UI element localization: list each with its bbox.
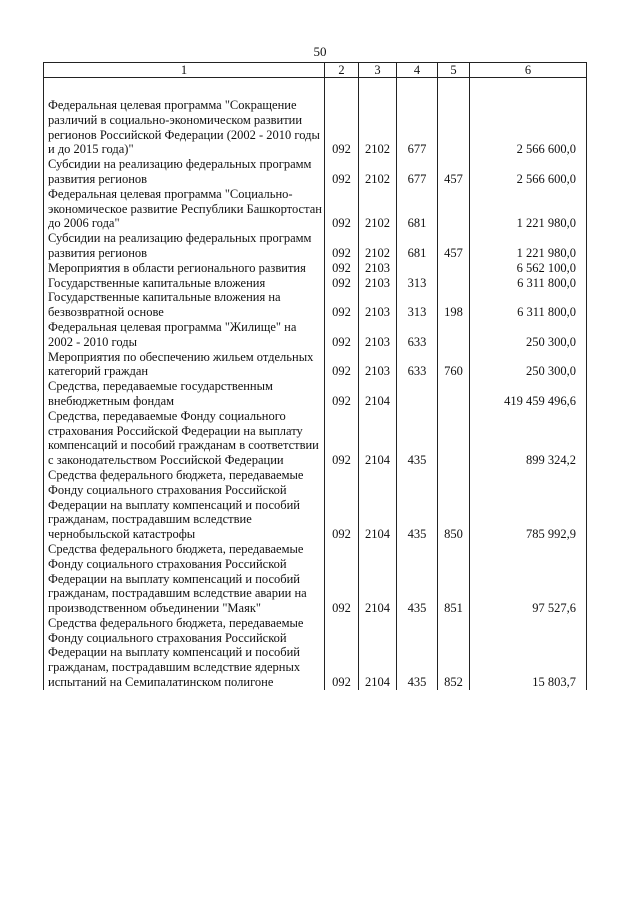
- row-name: Средства федерального бюджета, передаваемые Фонду социального страхования Российской Федерации на выплату компенсаций и пособий гражданам, пострадавшим вследствие ядерных испытаний на Семипалатинском полигоне: [44, 616, 325, 690]
- row-code-5: [438, 409, 470, 468]
- row-code-5: 850: [438, 468, 470, 542]
- table-row: [44, 616, 587, 690]
- row-code-3: 2104: [359, 468, 397, 542]
- col-header-5: 5: [438, 63, 470, 78]
- table-row: [44, 468, 587, 542]
- row-code-2: 092: [325, 320, 359, 350]
- row-amount: 1 221 980,0: [470, 231, 587, 261]
- row-code-2: 092: [325, 157, 359, 187]
- row-code-2: 092: [325, 542, 359, 616]
- table-row: [44, 157, 587, 187]
- row-code-2: 092: [325, 276, 359, 291]
- row-code-5: [438, 276, 470, 291]
- row-name: Субсидии на реализацию федеральных программ развития регионов: [44, 157, 325, 187]
- row-name: Федеральная целевая программа "Социально-экономическое развитие Республики Башкортостан до 2006 года": [44, 187, 325, 231]
- row-code-5: [438, 379, 470, 409]
- row-code-5: [438, 187, 470, 231]
- row-code-2: 092: [325, 379, 359, 409]
- row-code-2: 092: [325, 350, 359, 380]
- row-name: Мероприятия в области регионального развития: [44, 261, 325, 276]
- row-amount: 2 566 600,0: [470, 157, 587, 187]
- row-code-2: 092: [325, 290, 359, 320]
- row-amount: 6 562 100,0: [470, 261, 587, 276]
- row-code-3: 2103: [359, 276, 397, 291]
- row-code-2: 092: [325, 468, 359, 542]
- row-amount: 15 803,7: [470, 616, 587, 690]
- table-row: [44, 261, 587, 276]
- row-code-3: 2104: [359, 542, 397, 616]
- row-code-3: 2103: [359, 261, 397, 276]
- table-row: [44, 276, 587, 291]
- row-code-5: 457: [438, 231, 470, 261]
- row-code-4: 313: [397, 290, 438, 320]
- row-code-5: [438, 320, 470, 350]
- row-code-2: 092: [325, 409, 359, 468]
- row-name: Средства, передаваемые Фонду социального страхования Российской Федерации на выплату компенсаций и пособий гражданам в соответствии с законодательством Российской Федерации: [44, 409, 325, 468]
- row-amount: 1 221 980,0: [470, 187, 587, 231]
- row-code-2: 092: [325, 98, 359, 157]
- row-code-4: 633: [397, 320, 438, 350]
- table-row: [44, 379, 587, 409]
- row-code-3: 2104: [359, 409, 397, 468]
- row-code-4: 633: [397, 350, 438, 380]
- table-row: [44, 187, 587, 231]
- row-amount: 2 566 600,0: [470, 98, 587, 157]
- row-code-5: 457: [438, 157, 470, 187]
- row-code-3: 2103: [359, 290, 397, 320]
- row-code-4: 677: [397, 98, 438, 157]
- row-code-4: 677: [397, 157, 438, 187]
- row-code-4: 313: [397, 276, 438, 291]
- row-code-4: [397, 379, 438, 409]
- row-code-5: [438, 98, 470, 157]
- row-code-3: 2104: [359, 616, 397, 690]
- row-amount: 785 992,9: [470, 468, 587, 542]
- table-row: [44, 320, 587, 350]
- table-row: [44, 542, 587, 616]
- col-header-6: 6: [470, 63, 587, 78]
- row-name: Государственные капитальные вложения: [44, 276, 325, 291]
- row-code-3: 2102: [359, 98, 397, 157]
- row-code-2: 092: [325, 231, 359, 261]
- row-code-4: 435: [397, 616, 438, 690]
- row-amount: 6 311 800,0: [470, 276, 587, 291]
- budget-table: [43, 62, 587, 690]
- row-amount: 97 527,6: [470, 542, 587, 616]
- row-code-3: 2102: [359, 187, 397, 231]
- table-row: [44, 231, 587, 261]
- col-header-3: 3: [359, 63, 397, 78]
- row-code-5: 760: [438, 350, 470, 380]
- row-name: Средства федерального бюджета, передаваемые Фонду социального страхования Российской Федерации на выплату компенсаций и пособий гражданам, пострадавшим вследствие аварии на производственном объединении "Маяк": [44, 542, 325, 616]
- row-code-5: 198: [438, 290, 470, 320]
- table-row: [44, 350, 587, 380]
- row-code-5: [438, 261, 470, 276]
- spacer-row: [44, 78, 587, 99]
- row-code-3: 2104: [359, 379, 397, 409]
- row-amount: 899 324,2: [470, 409, 587, 468]
- row-code-4: 435: [397, 409, 438, 468]
- table-row: [44, 98, 587, 157]
- row-code-2: 092: [325, 616, 359, 690]
- row-code-3: 2103: [359, 350, 397, 380]
- row-name: Субсидии на реализацию федеральных программ развития регионов: [44, 231, 325, 261]
- row-name: Мероприятия по обеспечению жильем отдельных категорий граждан: [44, 350, 325, 380]
- row-code-4: [397, 261, 438, 276]
- header-row: [44, 63, 587, 78]
- row-amount: 419 459 496,6: [470, 379, 587, 409]
- row-code-2: 092: [325, 187, 359, 231]
- row-name: Средства, передаваемые государственным внебюджетным фондам: [44, 379, 325, 409]
- row-code-3: 2102: [359, 231, 397, 261]
- row-code-3: 2102: [359, 157, 397, 187]
- row-code-4: 435: [397, 468, 438, 542]
- row-amount: 250 300,0: [470, 320, 587, 350]
- row-name: Государственные капитальные вложения на безвозвратной основе: [44, 290, 325, 320]
- row-code-2: 092: [325, 261, 359, 276]
- row-code-5: 852: [438, 616, 470, 690]
- col-header-2: 2: [325, 63, 359, 78]
- row-code-4: 681: [397, 231, 438, 261]
- col-header-4: 4: [397, 63, 438, 78]
- row-amount: 6 311 800,0: [470, 290, 587, 320]
- col-header-1: 1: [44, 63, 325, 78]
- page-number: 50: [313, 44, 327, 59]
- row-code-4: 681: [397, 187, 438, 231]
- table-row: [44, 290, 587, 320]
- row-code-5: 851: [438, 542, 470, 616]
- table-row: [44, 409, 587, 468]
- row-name: Федеральная целевая программа "Жилище" на 2002 - 2010 годы: [44, 320, 325, 350]
- row-name: Средства федерального бюджета, передаваемые Фонду социального страхования Российской Федерации на выплату компенсаций и пособий гражданам, пострадавшим вследствие чернобыльской катастрофы: [44, 468, 325, 542]
- row-amount: 250 300,0: [470, 350, 587, 380]
- row-code-3: 2103: [359, 320, 397, 350]
- row-name: Федеральная целевая программа "Сокращение различий в социально-экономическом развитии регионов Российской Федерации (2002 - 2010 годы и до 2015 года)": [44, 98, 325, 157]
- row-code-4: 435: [397, 542, 438, 616]
